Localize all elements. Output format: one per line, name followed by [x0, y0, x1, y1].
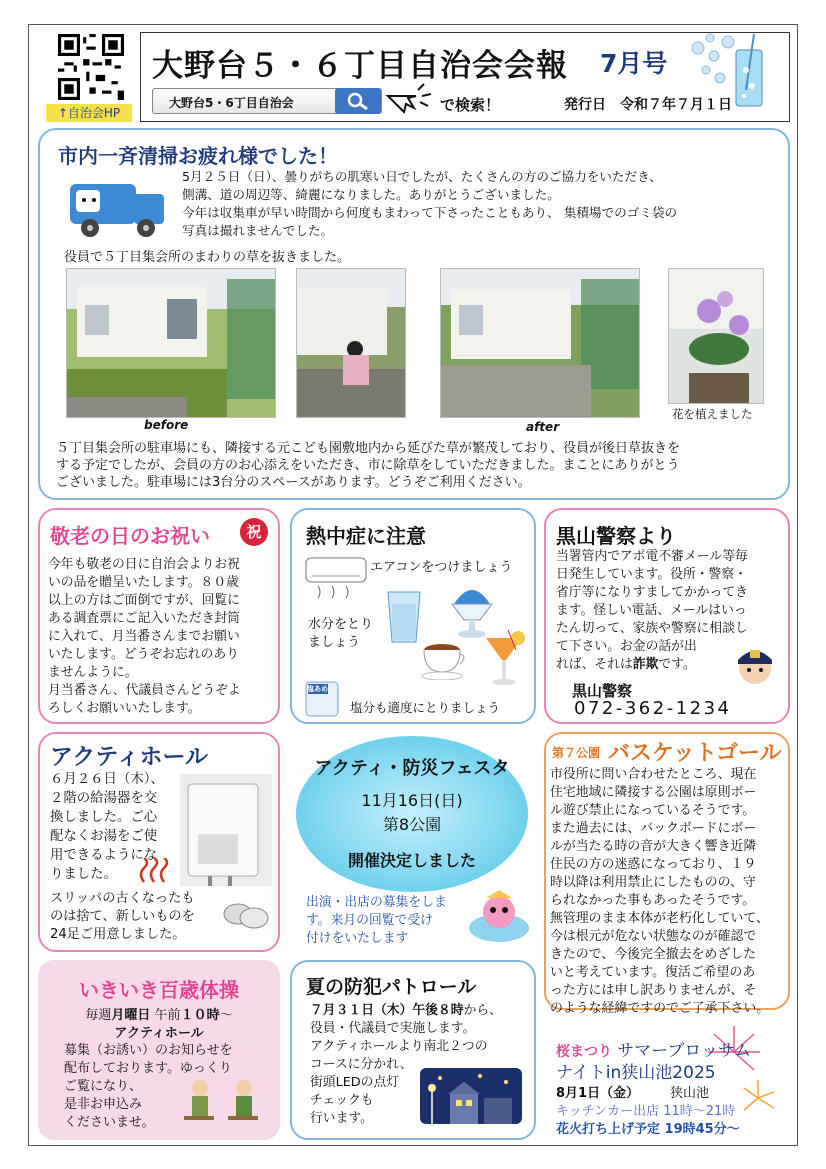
police-title: 黒山警察より	[556, 524, 676, 548]
water-heater-photo	[180, 774, 272, 886]
air-conditioner-icon	[304, 556, 370, 602]
search-icon	[335, 88, 381, 114]
search-box-text: 大野台5・6丁目自治会	[169, 96, 294, 110]
acty-body: ６月２６日（木）、 ２階の給湯器を交 換しました。ご心 配なくお湯をご使 用できるようにな りました。	[50, 772, 164, 882]
heatstroke-title: 熱中症に注意	[306, 524, 426, 548]
festa-place: 第8公園	[382, 815, 442, 834]
police-body-tail: です。	[658, 657, 696, 672]
police-name: 黒山警察	[572, 682, 633, 700]
summer-prefix: 桜まつり	[556, 1044, 612, 1060]
summer-date: 8月1日（金）	[556, 1086, 640, 1101]
issue-date: 発行日 令和７年７月１日	[564, 97, 732, 113]
photo-intro: 役員で５丁目集会所のまわりの草を抜きました。	[64, 250, 351, 265]
tea-cup-icon	[420, 636, 468, 680]
search-suffix: で検索！	[440, 96, 501, 114]
salt-pack-label: 塩あめ	[307, 685, 328, 693]
search-box[interactable]	[152, 88, 382, 114]
summer-place: 狭山池	[670, 1086, 710, 1101]
patrol-body-a: から、	[463, 1003, 502, 1018]
summer-title-2: ナイトin狭山池2025	[556, 1063, 716, 1083]
qr-caption: ↑自治会HP	[46, 104, 132, 122]
ikiiki-place: アクティホール	[114, 1026, 204, 1041]
before-label: before	[144, 418, 189, 432]
hot-water-icon	[138, 858, 170, 884]
ikiiki-body: 募集（お誘い）のお知らせを 配布しております。ゆっくり ご覧になり、 是非お申込み くださいませ。	[64, 1043, 233, 1130]
water-glass-icon	[384, 590, 424, 644]
water-text: 水分をとり ましょう	[308, 617, 374, 650]
basket-prefix: 第７公園	[552, 746, 601, 760]
festa-status: 開催決定しました	[347, 851, 476, 870]
newsletter-title: 大野台５・６丁目自治会会報	[152, 48, 568, 84]
qr-code[interactable]	[58, 34, 124, 100]
aircon-text: エアコンをつけましょう	[370, 560, 513, 575]
patrol-title: 夏の防犯パトロール	[306, 976, 477, 998]
mascot-icon	[466, 890, 532, 946]
acty-title: アクティホール	[50, 744, 209, 770]
issue-month: 7月号	[600, 49, 668, 78]
flower-photo	[668, 268, 764, 404]
schedule-day: 月曜日	[111, 1008, 151, 1023]
cleanup-title: 市内一斉清掃お疲れ様でした！	[58, 144, 338, 168]
qr-code-icon	[58, 34, 124, 100]
after-photo	[440, 268, 640, 418]
police-body-text: 当署管内でアポ電不審メール等毎 日発生しています。役所・警察・ 省庁等になりすましてかかってき ます。怪しい電話、メールはいっ たん切って、家族や警察に相談し て下さい。お金の話が出 れば、それは	[556, 549, 748, 672]
flower-label: 花を植えました	[672, 407, 753, 421]
cursor-icon	[384, 82, 436, 118]
basket-body: 市役所に問い合わせたところ、現在 住宅地域に隣接する公園は原則ボー ル遊び禁止になっているそうです。 また過去には、バックボードにボー ルが当たる時の音が大きく響き近隣 住民の方の迷惑になっており、１９ 時以降は利用禁止にしたものの、守 られなかった事もあったそうです。 無管理のまま本体が老朽化していて、 今は根元が危ない状態なのが確認で きたので、今後完全撤去をめざした いと考えています。復活ご希望のあ った方には申し訳ありませんが、そ のような経緯ですのでご了承下さい。	[550, 767, 770, 1016]
summer-title-1: サマーブロッサム	[617, 1041, 752, 1061]
exercise-people-icon	[178, 1076, 270, 1132]
schedule-every: 毎週	[85, 1008, 112, 1023]
ikiiki-title: いきいき百歳体操	[79, 978, 239, 1002]
slippers-icon	[220, 898, 272, 932]
juice-glass-icon	[482, 628, 526, 688]
keiro-body: 今年も敬老の日に自治会よりお祝 いの品を贈呈いたします。８０歳 以上の方はご面倒ですが、回覧に ある調査票にご記入いただき封筒 に入れて、月当番さんまでお願い いたします。どうぞお忘れのあり ませんように。 月当番さん、代議員さんどうぞよ ろしくお願いいたします。	[48, 557, 241, 716]
festa-recruit: 出演・出店の募集をしま す。来月の回覧で受け 付けをいたします	[306, 895, 447, 946]
patrol-body-b: 役員・代議員で実施します。 アクティホールより南北２つの コースに分かれ、 街頭LEDの点灯 チェックも 行います。	[310, 1021, 488, 1126]
basket-title: バスケットゴール	[608, 741, 782, 766]
schedule-time: １０時	[180, 1008, 220, 1023]
patrol-date: ７月３１日（木）午後８時	[310, 1003, 464, 1018]
police-phone[interactable]: 072-362-1234	[574, 698, 732, 719]
celebration-badge: 祝	[240, 518, 268, 546]
schedule-am: 午前	[150, 1008, 181, 1023]
festa-title: アクティ・防災フェスタ	[314, 758, 510, 779]
keiro-title: 敬老の日のお祝い	[50, 524, 210, 548]
acty-footer: スリッパの古くなったも のは捨て、新しいものを 24足ご用意しました。	[50, 891, 195, 942]
cleanup-body: 5月２５日（日）、曇りがちの肌寒い日でしたが、たくさんの方のご協力をいただき、 側溝、道の周辺等、綺麗になりました。ありがとうございました。 今年は収集車が早い時間から何度もまわって下さったこともあり、 集積場でのゴミ袋の 写真は撮れませんでした。	[182, 169, 678, 238]
kitchen-car-text: キッチンカー出店 11時～21時	[556, 1104, 736, 1119]
garbage-truck-icon	[68, 178, 168, 240]
work-photo	[296, 268, 406, 418]
cleanup-footer: ５丁目集会所の駐車場にも、隣接する元こども園敷地内から延びた草が繁茂しており、役員が後日草抜きを する予定でしたが、会員の方のお心添えをいただき、市に除草をしていただきました。まことにありがとう ございました。駐車場には3台分のスペースがあります。どうぞご利用ください。	[56, 441, 681, 490]
night-town-icon	[420, 1068, 522, 1124]
after-label: after	[526, 420, 560, 434]
festa-date: 11月16日(日)	[361, 791, 463, 810]
police-officer-icon	[730, 640, 780, 690]
ikiiki-schedule	[38, 1004, 280, 1023]
before-photo	[66, 268, 276, 418]
salt-text: 塩分も適度にとりましょう	[350, 700, 501, 715]
scam-emphasis: 詐欺	[632, 657, 659, 672]
soda-glass-icon	[684, 30, 780, 110]
fireworks-text: 花火打ち上げ予定 19時45分～	[556, 1122, 740, 1137]
schedule-tilde: ～	[219, 1008, 233, 1023]
